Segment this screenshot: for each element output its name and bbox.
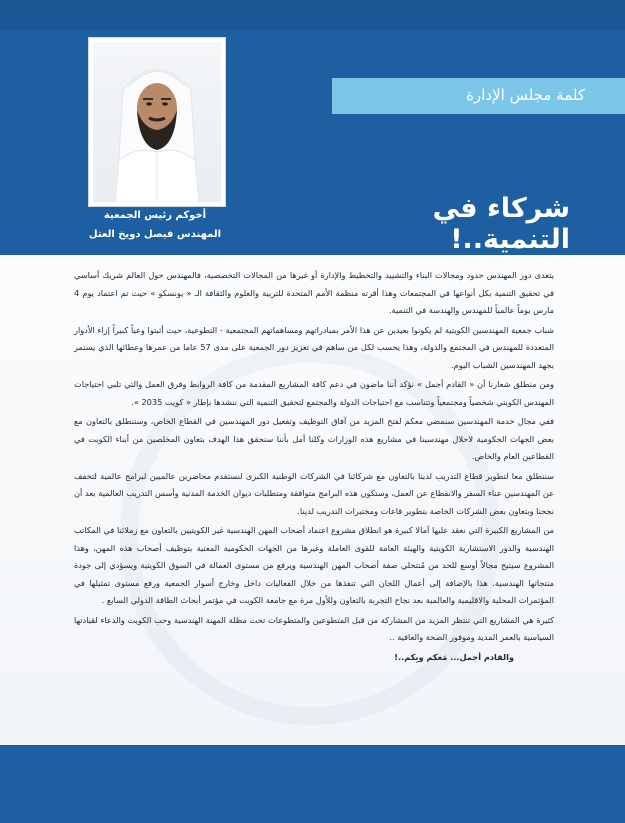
article-body [74,267,554,668]
article-paragraph: شباب جمعية المهندسين الكويتية لم يكونوا بعيدين عن هذا الأمر بمبادراتهم ومساهماتهم المجتمعية - التطوعية، حيث أثبتوا وعياً كبيراً إزاء الأدوار المتعددة للمهندس في المجتمع والدولة، وهذا يحسب لكل من ساهم في تعزيز دور الجمعية على مدى 57 عاما من عمرها وعطائها الذي يستمر بجهد المهندسين الشباب اليوم. [74,324,554,370]
section-tab [332,78,625,114]
article-paragraph: ومن منطلق شعارنا أن « القادم أجمل » نؤكد أننا ماضون في دعم كافة المشاريع المقدمة من كافة الروابط وفرق العمل والتي تلبي احتياجات المهندس الكويتي شخصياً ومجتمعياً وتتناسب مع احتياجات الدولة والمجتمع لتحقيق التنمية التي ننشدها بإطار « كويت 2035 ». [74,379,554,407]
article-paragraph: سننطلق معا لتطوير قطاع التدريب لدينا بالتعاون مع شركائنا في الشركات الوطنية الكبرى لنستقدم محاضرين عالميين لبرامج عالمية لتخفف عن المهندسين عناء السفر والانقطاع عن العمل، وستكون هذه البرامج متوافقة ومتطلبات ديوان الخدمة المدنية وأسس التدريب العالمية بعد أن نجحنا وبتعاون بعض الشركات الخاصة بتطوير قاعات ومختبرات التدريب لدينا. [74,470,554,516]
article-paragraph: ففي مجال خدمة المهندسين سنمضي معكم لفتح المزيد من آفاق التوظيف وتفعيل دور المهندسين في القطاع الخاص، وسننطلق بالتعاون مع بعض الجهات الحكومية لاحلال مهندسينا في مشاريع هذه الوزارات وكلنا أمل بأننا سنحقق هذا الهدف بتعاون المخلصين من أبناء الكويت في القطاعين العام والخاص. [74,416,554,461]
article-area [0,255,625,745]
article-paragraph: من المشاريع الكبيرة التي نعقد عليها آمالا كبيرة هو انطلاق مشروع اعتماد أصحاب المهن الهندسية غير الكويتيين بالتعاون مع زملائنا في المكاتب الهندسية والدور الاستشارية الكويتية والهيئة العامة للقوى العاملة وغيرها من الجهات الحكومية المعنية بتوظيف أصحاب هذه المهن، وهذا المشروع سيتيح مجالاً أوسع للحد من مُنتحلي صفة أصحاب المهن الهندسية ويرفع من مستوى العمالة في السوق الكويتية ويسؤدي إلى جودة منتجاتها الهندسية. هذا بالإضافة إلى أعمال اللجان التي تنفذها من خلال الفعاليات داخل وخارج أسوار الجمعية ورفع مستوى تمثيلها في المؤتمرات المحلية والاقليمية والعالمية بعد نجاح التجربة بالتعاون وللأول مرة مع جامعة الكويت في مؤتمر أبحاث الطاقة الدولي السابع . [74,525,554,605]
article-paragraph: يتعدى دور المهندس حدود ومجالات البناء والتشييد والتخطيط والإدارة أو غيرها من المجالات التخصصية، فالمهندس حول العالم شريك أساسي في تحقيق التنمية بكل أنواعها في المجتمعات وهذا أقرته منظمة الأمم المتحدة للتربية والعلوم والثقافة الـ « يونسكو » حيث تم اعتماد يوم 4 مارس يوماً عالمياً للمهندس والهندسة في التنمية. [74,270,554,315]
article-closing: والقادم أجمل... مَعكم وبِكم..! [394,651,514,662]
president-photo [93,42,221,202]
caption-name: المهندس فيصل دويخ العتل [88,229,222,240]
footer-band [0,745,625,823]
section-label: كلمة مجلس الإدارة [466,86,585,104]
caption-role: أخوكم رئيس الجمعية [103,210,207,221]
article-paragraph: كثيرة هي المشاريع التي تنتظر المزيد من المشاركة من قبل المتطوعين والمتطوعات تحت مظلة المهنة الهندسية وحب الكويت والدعاء لقيادتها السياسية بالعمر المديد وموفور الصحة والعافية .. [74,614,554,642]
header-band [0,0,625,255]
page-headline: شركاء في التنمية..! [432,193,570,255]
president-photo-frame [88,37,226,207]
